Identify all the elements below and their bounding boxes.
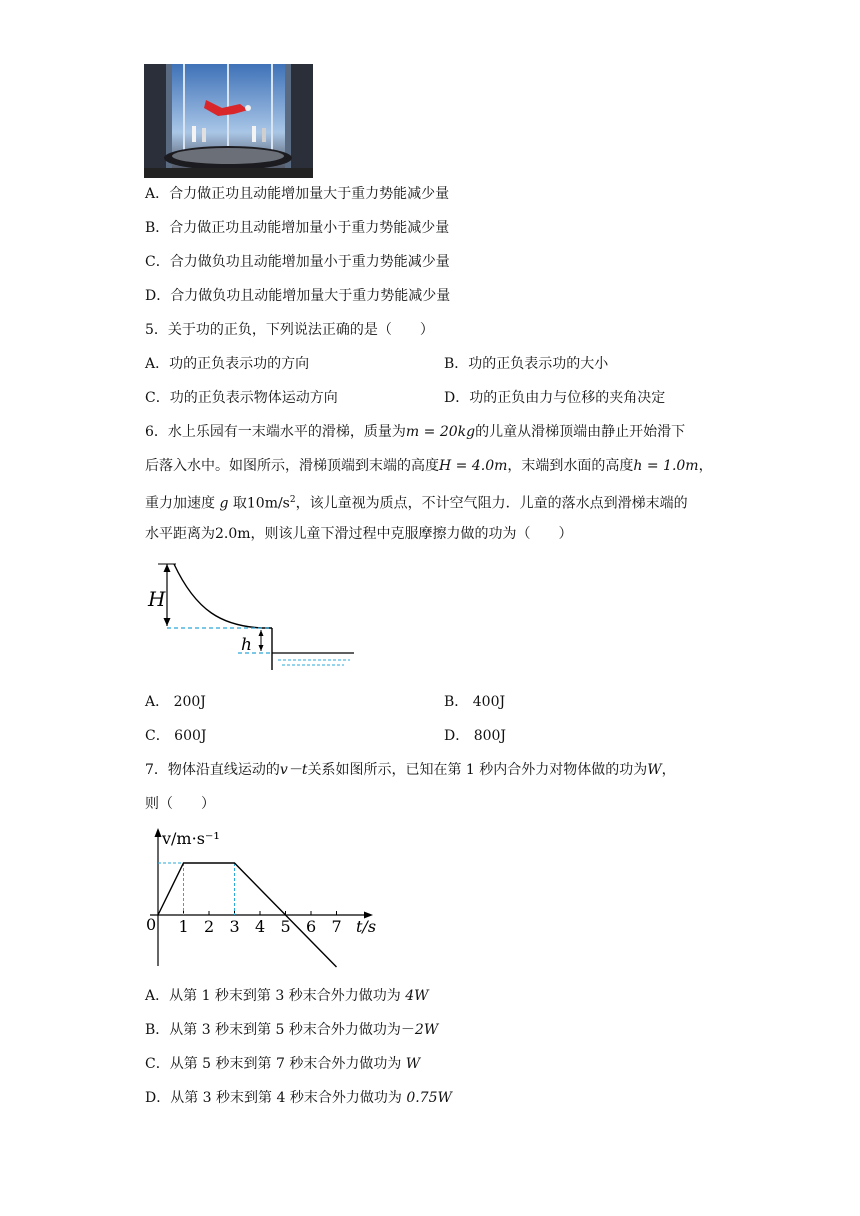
slide-diagram-svg bbox=[144, 556, 359, 674]
x-tick-label: 7 bbox=[331, 917, 342, 936]
x-tick-label: 5 bbox=[280, 917, 291, 936]
q6-stem-line2: 后落入水中。如图所示，滑梯顶端到末端的高度H = 4.0m，末端到水面的高度h = 1.0m， bbox=[145, 458, 713, 474]
x-tick-label: 3 bbox=[229, 917, 240, 936]
q6-stem-line1: 6．水上乐园有一末端水平的滑梯，质量为m = 20kg的儿童从滑梯顶端由静止开始滑下 bbox=[145, 424, 686, 440]
x-tick-label: 4 bbox=[255, 917, 266, 936]
q6-option-c: C． 600J bbox=[145, 728, 207, 744]
label-h: h bbox=[241, 635, 252, 655]
q6-option-d: D． 800J bbox=[444, 728, 507, 744]
q4-option-d: D．合力做负功且动能增加量大于重力势能减少量 bbox=[145, 288, 451, 304]
y-axis-label: v/m·s⁻¹ bbox=[162, 829, 220, 848]
q6-stem-line3: 重力加速度 g 取$10m/s^2$，该儿童视为质点，不计空气阻力．儿童的落水点到滑梯末端的 bbox=[145, 495, 688, 512]
x-tick-label: 1 bbox=[178, 917, 189, 936]
q7-option-b: B．从第 3 秒末到第 5 秒末合外力做功为－2W bbox=[145, 1022, 439, 1038]
q4-option-c: C．合力做负功且动能增加量小于重力势能减少量 bbox=[145, 254, 450, 270]
q7-option-d: D．从第 3 秒末到第 4 秒末合外力做功为 0.75W bbox=[145, 1090, 452, 1106]
q6-stem-line4: 水平距离为2.0m，则该儿童下滑过程中克服摩擦力做的功为（ ） bbox=[145, 526, 573, 542]
q5-option-c: C．功的正负表示物体运动方向 bbox=[145, 390, 338, 406]
q4-option-a: A．合力做正功且动能增加量大于重力势能减少量 bbox=[145, 186, 450, 202]
q6-option-a: A． 200J bbox=[145, 694, 206, 710]
slide-diagram bbox=[144, 556, 359, 674]
q5-option-d: D．功的正负由力与位移的夹角决定 bbox=[444, 390, 666, 406]
q5-stem: 5．关于功的正负，下列说法正确的是（ ） bbox=[145, 322, 434, 338]
q6-option-b: B． 400J bbox=[444, 694, 506, 710]
q4-option-b: B．合力做正功且动能增加量小于重力势能减少量 bbox=[145, 220, 450, 236]
x-tick-label: 6 bbox=[306, 917, 317, 936]
q7-stem-line1: 7．物体沿直线运动的v－t关系如图所示，已知在第 1 秒内合外力对物体做的功为W， bbox=[145, 762, 676, 778]
x-axis-label: t/s bbox=[356, 917, 377, 936]
q7-option-a: A．从第 1 秒末到第 3 秒末合外力做功为 4W bbox=[145, 988, 429, 1004]
q5-option-b: B．功的正负表示功的大小 bbox=[444, 356, 609, 372]
x-tick-label: 2 bbox=[204, 917, 215, 936]
q7-stem-line2: 则（ ） bbox=[145, 796, 215, 812]
wind-tunnel-photo bbox=[144, 64, 313, 178]
label-H: H bbox=[148, 587, 166, 611]
y-axis-arrow bbox=[155, 828, 162, 837]
q5-option-a: A．功的正负表示功的方向 bbox=[145, 356, 310, 372]
vt-chart-svg bbox=[144, 826, 384, 971]
q7-option-c: C．从第 5 秒末到第 7 秒末合外力做功为 W bbox=[145, 1056, 421, 1072]
slide-curve bbox=[174, 564, 272, 628]
vt-chart bbox=[144, 826, 384, 971]
x-tick-label: 0 bbox=[146, 915, 157, 934]
